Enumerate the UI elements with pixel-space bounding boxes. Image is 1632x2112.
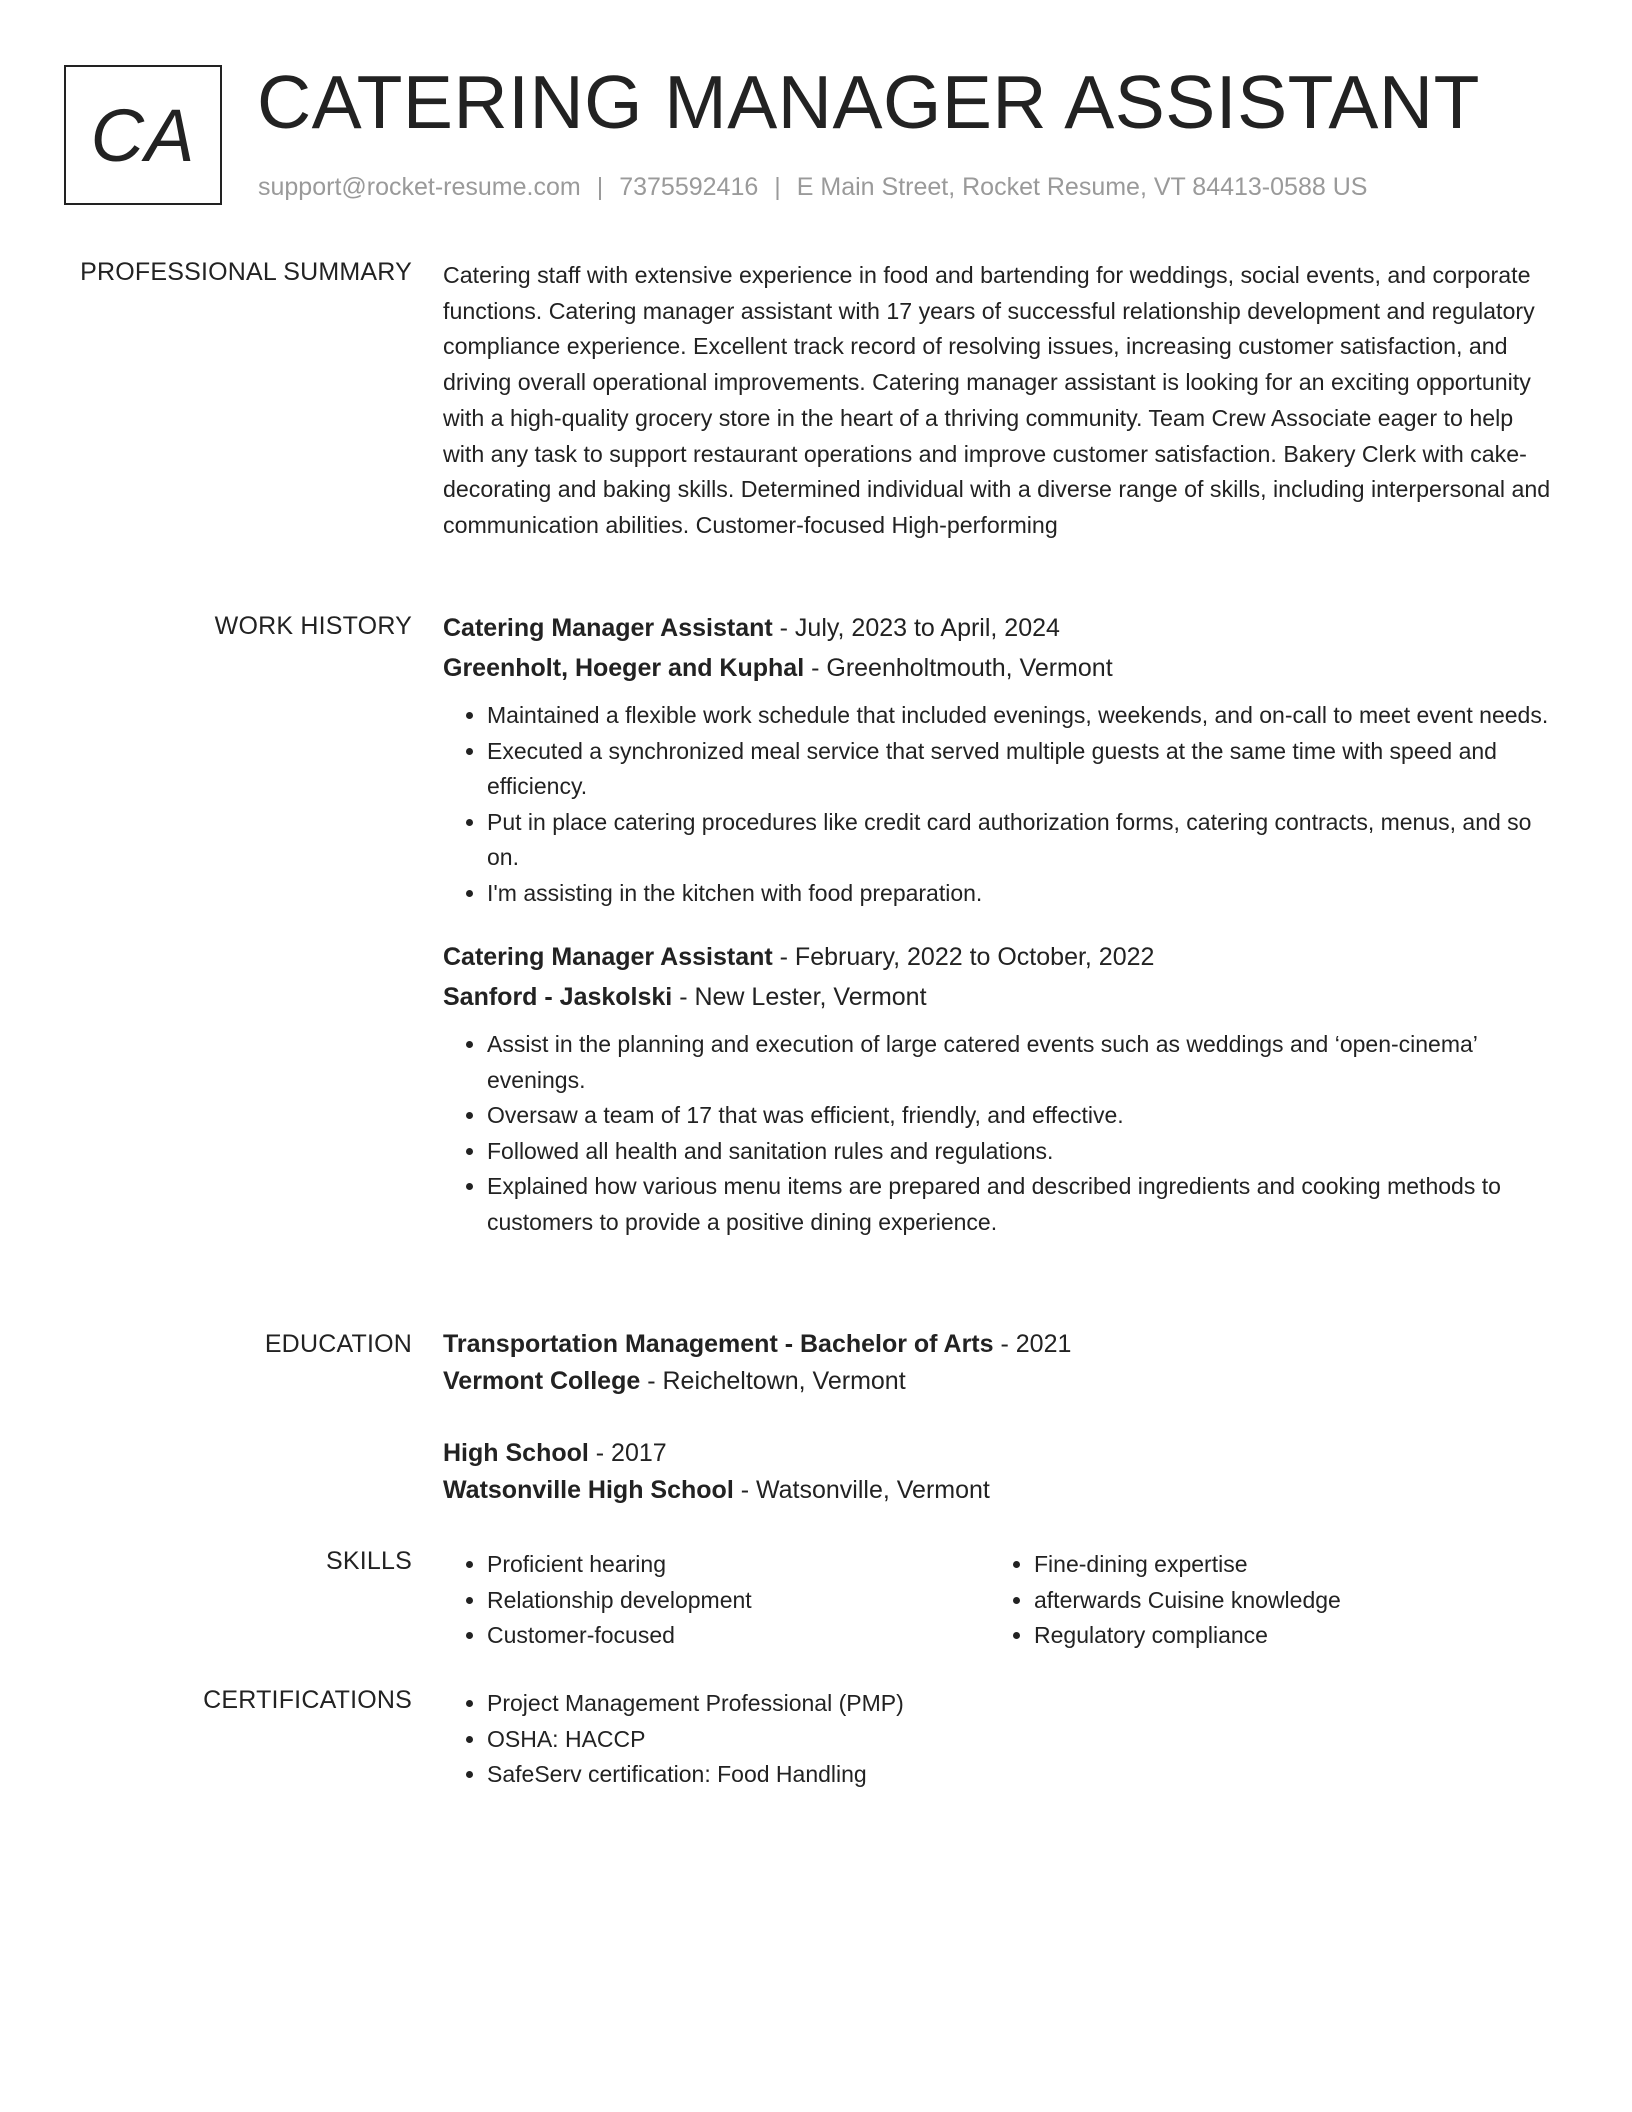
certification-item: • Project Management Professional (PMP) xyxy=(487,1686,1387,1722)
job-company-line xyxy=(443,648,1553,688)
job-title-line xyxy=(443,937,1553,977)
skills-grid xyxy=(443,1547,1553,1654)
education-location: - Watsonville, Vermont xyxy=(733,1476,990,1504)
certification-item: • SafeServ certification: Food Handling xyxy=(487,1757,1387,1793)
contact-separator: | xyxy=(774,173,781,201)
certifications-list xyxy=(443,1686,1553,1793)
section-label: SKILLS xyxy=(326,1547,412,1575)
contact-phone[interactable]: 7375592416 xyxy=(619,173,759,201)
job-bullet: • Followed all health and sanitation rules and regulations. xyxy=(487,1134,1553,1170)
contact-separator: | xyxy=(596,173,604,201)
job-bullet: • Assist in the planning and execution of large catered events such as weddings and ‘open-cinema’ evenings. xyxy=(487,1027,1553,1098)
job-bullet: • Oversaw a team of 17 that was efficient, friendly, and effective. xyxy=(487,1098,1553,1134)
resume-header xyxy=(64,60,1584,215)
section-label: CERTIFICATIONS xyxy=(203,1686,412,1714)
education-school: Watsonville High School xyxy=(443,1476,734,1504)
job-title: Catering Manager Assistant xyxy=(443,614,773,642)
job-bullet: • I'm assisting in the kitchen with food preparation. xyxy=(487,876,1553,912)
monogram-initials: CA xyxy=(90,93,196,177)
education-degree-line xyxy=(443,1435,1553,1472)
skill-item: • Fine-dining expertise xyxy=(1034,1547,1534,1583)
skills-column xyxy=(987,1547,1534,1654)
job-entry xyxy=(443,608,1553,911)
applicant-name: CATERING MANAGER ASSISTANT xyxy=(257,60,1480,144)
job-bullets xyxy=(443,1027,1553,1240)
job-dates: - July, 2023 to April, 2024 xyxy=(772,614,1060,642)
work-history-body xyxy=(443,608,1553,1240)
section-label: PROFESSIONAL SUMMARY xyxy=(80,258,412,286)
certifications-body xyxy=(443,1686,1553,1793)
job-bullet: • Put in place catering procedures like credit card authorization forms, catering contracts, menus, and so on. xyxy=(487,805,1553,876)
education-year: - 2021 xyxy=(993,1330,1072,1358)
job-title-line xyxy=(443,608,1553,648)
education-school: Vermont College xyxy=(443,1367,641,1395)
education-degree: Transportation Management - Bachelor of Arts xyxy=(443,1330,994,1358)
section-label: EDUCATION xyxy=(264,1330,412,1358)
job-bullet: • Maintained a flexible work schedule that included evenings, weekends, and on-call to meet event needs. xyxy=(487,698,1553,734)
contact-email[interactable]: support@rocket-resume.com xyxy=(258,173,581,201)
certifications-column xyxy=(443,1686,1387,1793)
certification-item: • OSHA: HACCP xyxy=(487,1722,1387,1758)
education-entry xyxy=(443,1435,1553,1509)
summary-text: Catering staff with extensive experience in food and bartending for weddings, social events, and corporate functions. Catering manager assistant with 17 years of successful relationship development and regulatory compliance experience. Excellent track record of resolving issues, increasing customer satisfaction, and driving overall operational improvements. Catering manager assistant is looking for an exciting opportunity with a high-quality grocery store in the heart of a thriving community. Team Crew Associate eager to help with any task to support restaurant operations and improve customer satisfaction. Bakery Clerk with cake-decorating and baking skills. Determined individual with a diverse range of skills, including interpersonal and communication abilities. Customer-focused High-performing xyxy=(443,262,1551,538)
job-bullets xyxy=(443,698,1553,911)
skills-body xyxy=(443,1547,1553,1654)
education-year: - 2017 xyxy=(588,1439,667,1467)
monogram-badge xyxy=(64,65,222,205)
section-label: WORK HISTORY xyxy=(214,612,412,640)
job-title: Catering Manager Assistant xyxy=(443,943,773,971)
contact-address: E Main Street, Rocket Resume, VT 84413-0588 US xyxy=(796,173,1368,201)
education-body xyxy=(443,1326,1553,1509)
education-entry xyxy=(443,1326,1553,1400)
skills-column xyxy=(443,1547,987,1654)
job-company: Sanford - Jaskolski xyxy=(443,983,673,1011)
contact-line xyxy=(258,173,1367,202)
job-location: - New Lester, Vermont xyxy=(672,983,927,1011)
education-degree-line xyxy=(443,1326,1553,1363)
job-bullet: • Executed a synchronized meal service that served multiple guests at the same time with speed and efficiency. xyxy=(487,734,1553,805)
job-entry xyxy=(443,937,1553,1240)
skill-item: • afterwards Cuisine knowledge xyxy=(1034,1583,1534,1619)
job-dates: - February, 2022 to October, 2022 xyxy=(772,943,1155,971)
job-company: Greenholt, Hoeger and Kuphal xyxy=(443,654,805,682)
job-location: - Greenholtmouth, Vermont xyxy=(804,654,1113,682)
education-school-line xyxy=(443,1472,1553,1509)
education-location: - Reicheltown, Vermont xyxy=(640,1367,906,1395)
skill-item: • Proficient hearing xyxy=(487,1547,987,1583)
skill-item: • Customer-focused xyxy=(487,1618,987,1654)
education-school-line xyxy=(443,1363,1553,1400)
job-company-line xyxy=(443,977,1553,1017)
education-degree: High School xyxy=(443,1439,589,1467)
skill-item: • Relationship development xyxy=(487,1583,987,1619)
job-bullet: • Explained how various menu items are prepared and described ingredients and cooking methods to customers to provide a positive dining experience. xyxy=(487,1169,1553,1240)
skill-item: • Regulatory compliance xyxy=(1034,1618,1534,1654)
